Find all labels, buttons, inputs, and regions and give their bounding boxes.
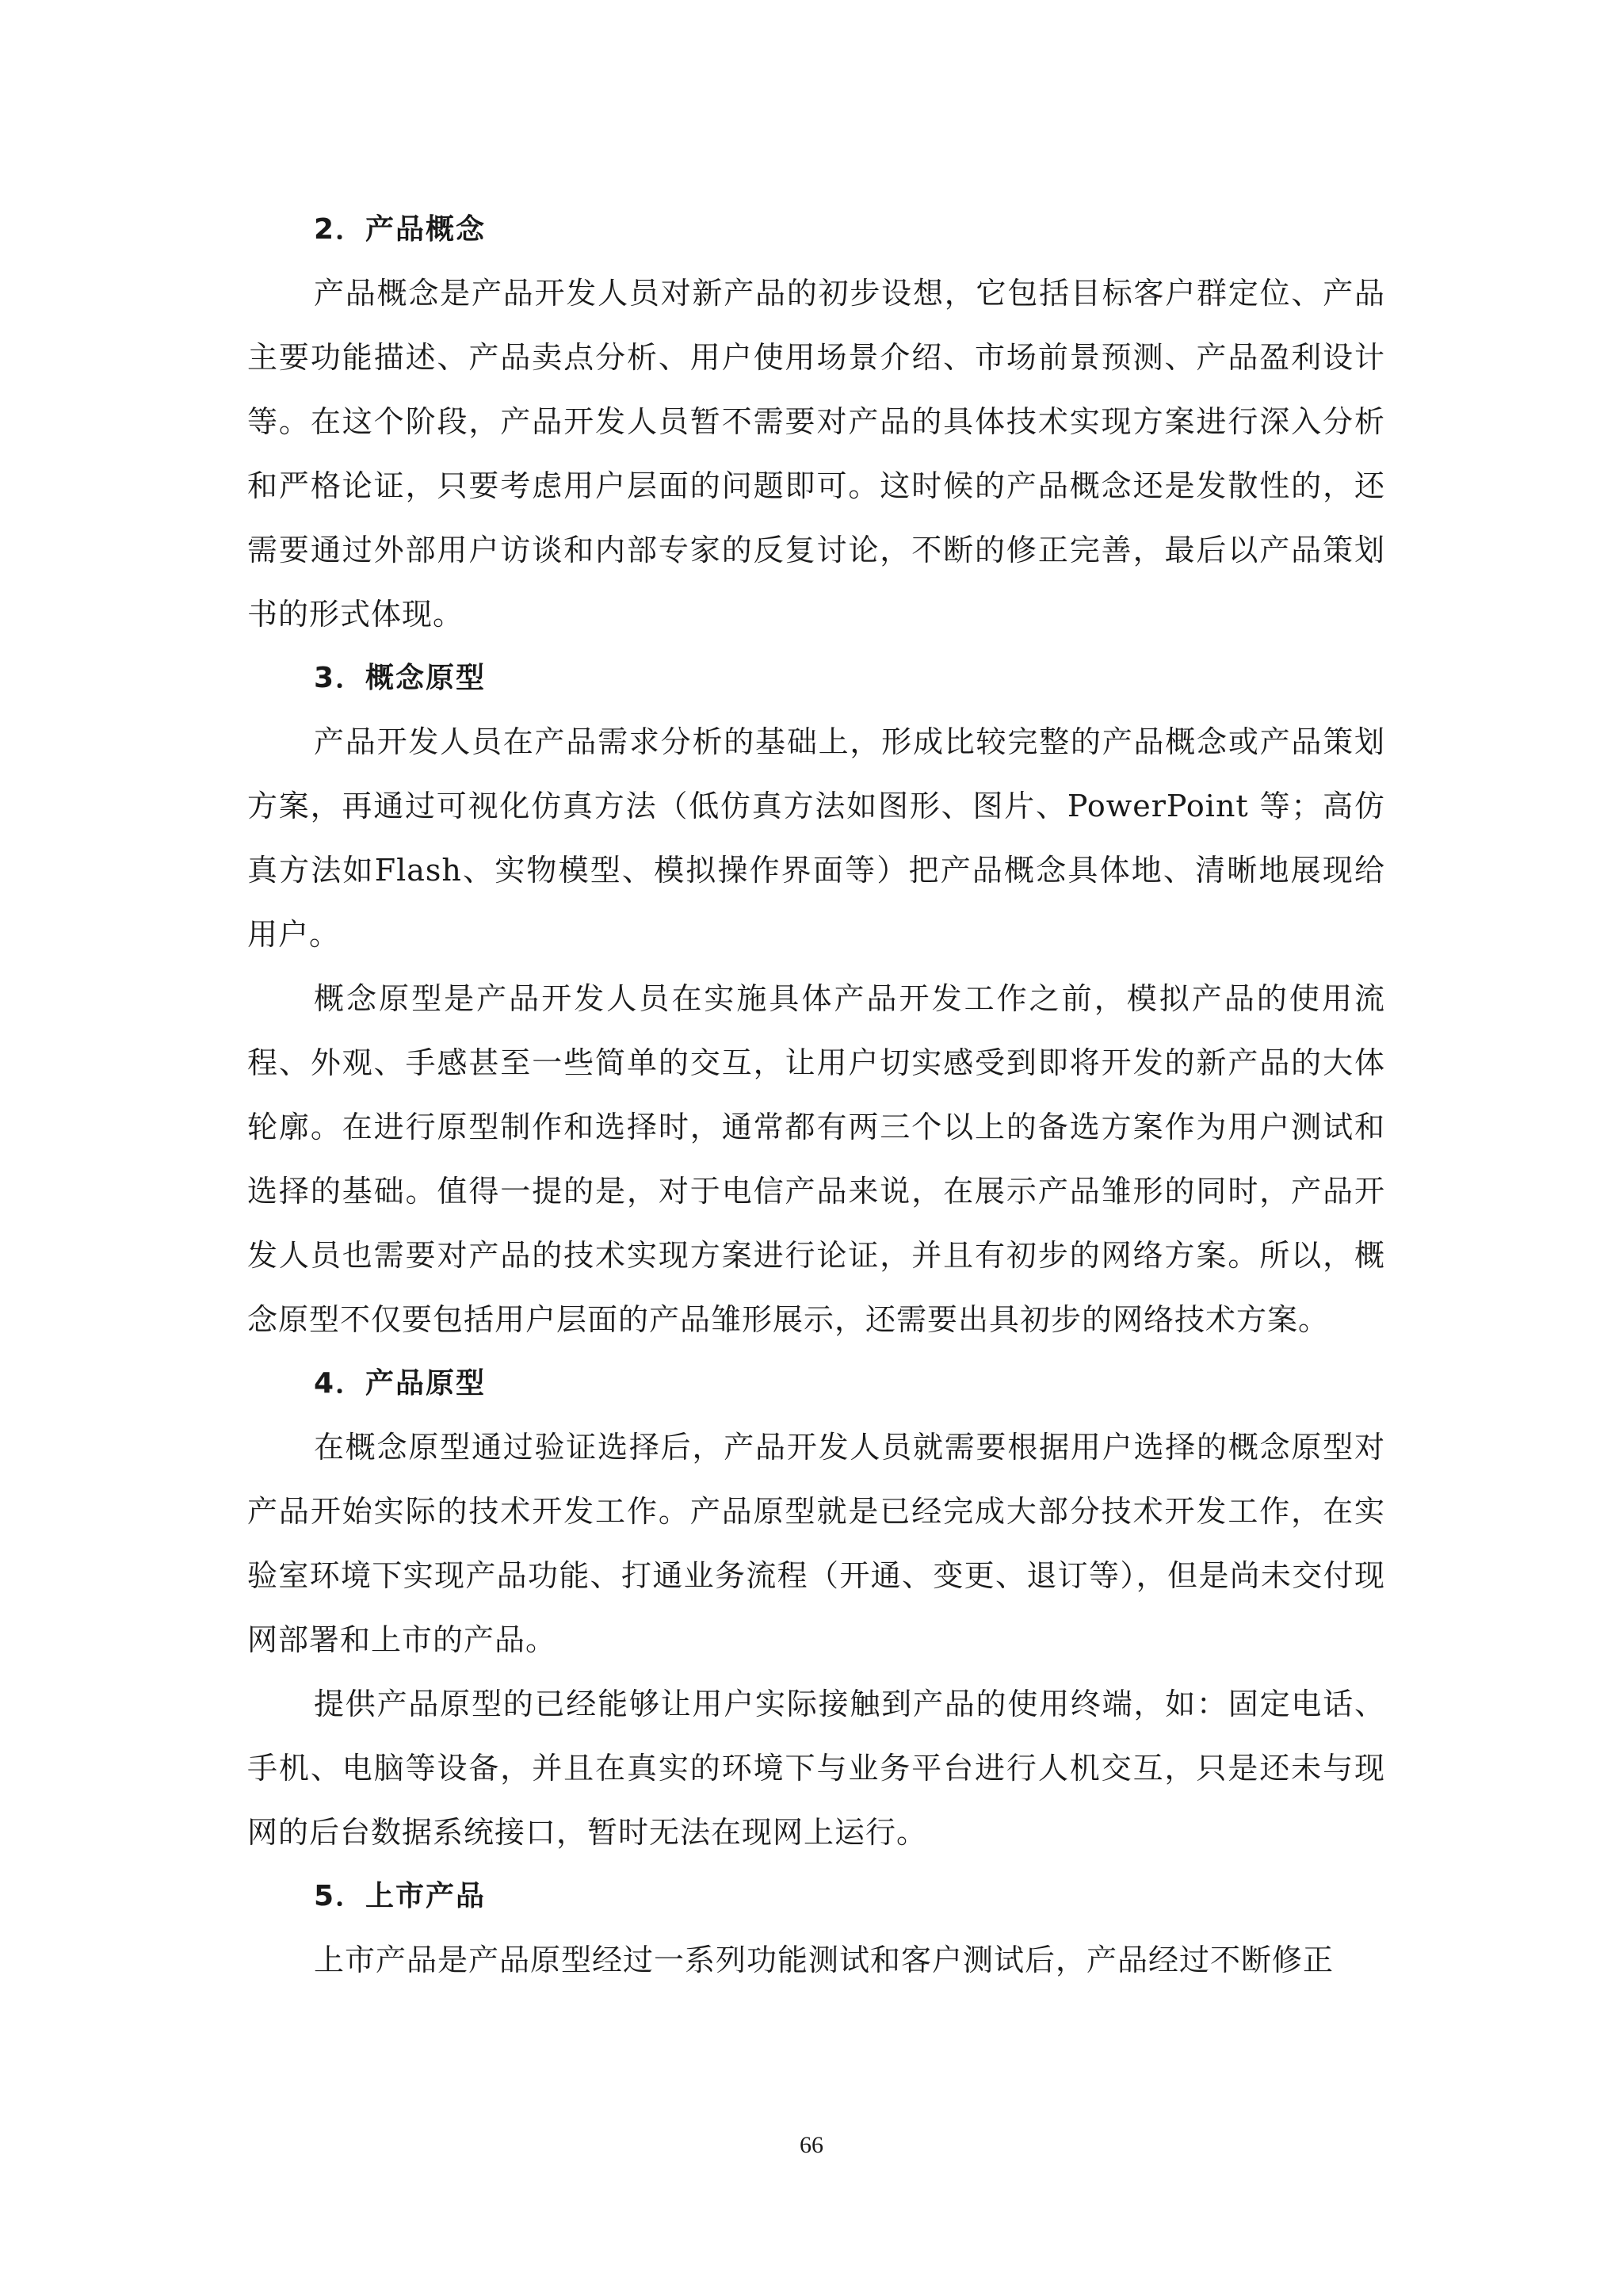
paragraph: 产品开发人员在产品需求分析的基础上，形成比较完整的产品概念或产品策划方案，再通过可视化仿真方法（低仿真方法如图形、图片、PowerPoint 等；高仿真方法如Flash、实物模型、模拟操作界面等）把产品概念具体地、清晰地展现给用户。 [247, 724, 1385, 952]
paragraph: 上市产品是产品原型经过一系列功能测试和客户测试后，产品经过不断修正 [314, 1943, 1335, 1977]
section-heading: 5．上市产品 [314, 1880, 487, 1912]
paragraph: 产品概念是产品开发人员对新产品的初步设想，它包括目标客户群定位、产品主要功能描述、产品卖点分析、用户使用场景介绍、市场前景预测、产品盈利设计等。在这个阶段，产品开发人员暂不需要对产品的具体技术实现方案进行深入分析和严格论证，只要考虑用户层面的问题即可。这时候的产品概念还是发散性的，还需要通过外部用户访谈和内部专家的反复讨论，不断的修正完善，最后以产品策划书的形式体现。 [247, 276, 1385, 632]
section-heading: 4．产品原型 [314, 1367, 487, 1400]
page-number: 66 [800, 2132, 823, 2158]
paragraph: 提供产品原型的已经能够让用户实际接触到产品的使用终端，如：固定电话、手机、电脑等设备，并且在真实的环境下与业务平台进行人机交互，只是还未与现网的后台数据系统接口，暂时无法在现网上运行。 [247, 1687, 1385, 1850]
paragraph: 在概念原型通过验证选择后，产品开发人员就需要根据用户选择的概念原型对产品开始实际的技术开发工作。产品原型就是已经完成大部分技术开发工作，在实验室环境下实现产品功能、打通业务流程（开通、变更、退订等），但是尚未交付现网部署和上市的产品。 [247, 1430, 1385, 1657]
paragraph: 概念原型是产品开发人员在实施具体产品开发工作之前，模拟产品的使用流程、外观、手感甚至一些简单的交互，让用户切实感受到即将开发的新产品的大体轮廓。在进行原型制作和选择时，通常都有两三个以上的备选方案作为用户测试和选择的基础。值得一提的是，对于电信产品来说，在展示产品雏形的同时，产品开发人员也需要对产品的技术实现方案进行论证，并且有初步的网络方案。所以，概念原型不仅要包括用户层面的产品雏形展示，还需要出具初步的网络技术方案。 [247, 981, 1385, 1337]
section-heading: 3．概念原型 [314, 662, 487, 694]
document-body [247, 198, 1385, 1992]
section-heading: 2．产品概念 [314, 213, 487, 246]
